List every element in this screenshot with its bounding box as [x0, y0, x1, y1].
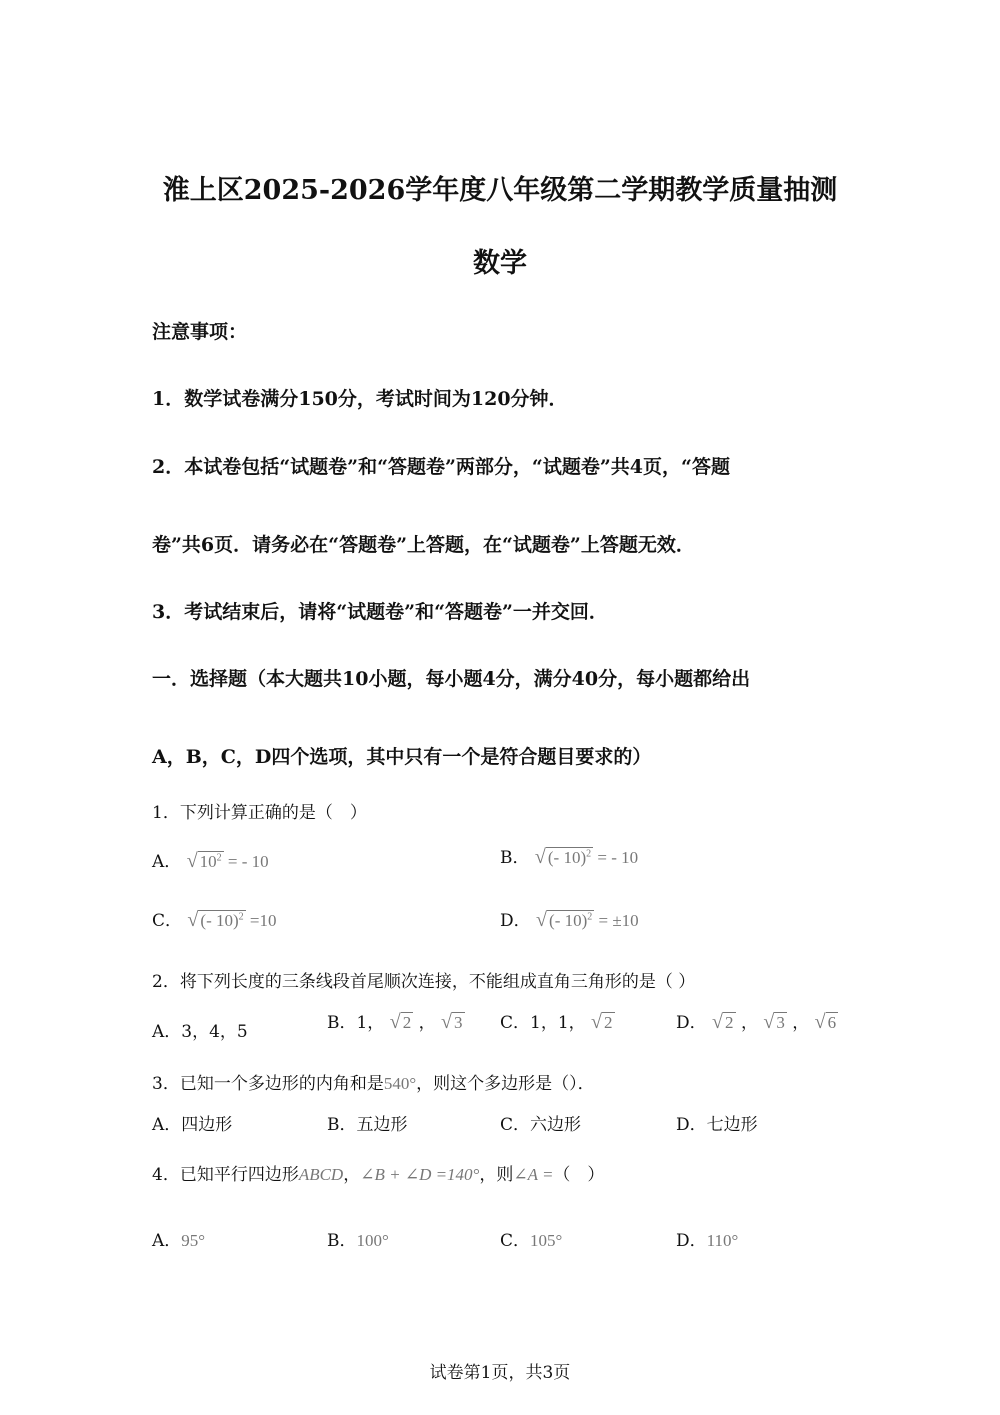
section-heading-b: A，B，C，D四个选项，其中只有一个是符合题目要求的） [152, 746, 652, 768]
q3-option-b: B．五边形 [327, 1115, 408, 1135]
question-2-stem: 2．将下列长度的三条线段首尾顺次连接，不能组成直角三角形的是（ ） [152, 972, 696, 992]
option-label: D． [500, 911, 531, 931]
math-expression: √ 2 [389, 1011, 412, 1033]
option-label: C． [500, 1231, 531, 1251]
notice-heading: 注意事项： [152, 321, 248, 343]
q4-option-a [152, 1226, 205, 1251]
q1-option-a [152, 847, 269, 873]
math-expression: √ 6 [814, 1011, 837, 1033]
math-expression: 110° [706, 1231, 739, 1250]
q1-option-d [500, 906, 639, 932]
q3-option-d: D．七边形 [676, 1115, 758, 1135]
math-expression: √ (- 10)$^2$ = ±10 [536, 909, 639, 931]
sqrt-symbol: √ (- 10)$^2$ [187, 909, 244, 931]
math-expression: 105° [530, 1231, 563, 1250]
option-label: A． [152, 852, 182, 872]
q4-option-c [500, 1226, 562, 1251]
q1-option-b [500, 843, 638, 869]
q1-option-c [152, 906, 276, 932]
option-label: C．1，1， [500, 1013, 586, 1033]
math-expression: √ (- 10)$^2$ =10 [187, 909, 277, 931]
question-4-stem: 4．已知平行四边形ABCD，∠B + ∠D =140°，则∠A =（ ） [152, 1165, 605, 1185]
math-expression: 95° [181, 1231, 206, 1250]
q4-option-d [676, 1226, 738, 1251]
option-label: A． [152, 1231, 182, 1251]
q2-option-a: A．3，4，5 [152, 1022, 248, 1042]
sqrt-symbol: √ (- 10)$^2$ [534, 846, 592, 868]
option-label: B． [500, 848, 530, 868]
question-3-stem: 3．已知一个多边形的内角和是540°，则这个多边形是（）． [152, 1074, 595, 1094]
math-expression: 540° [383, 1074, 417, 1093]
math-expression: √ (- 10)$^2$ = - 10 [534, 846, 639, 868]
q4-option-b [327, 1226, 389, 1251]
option-label: C． [152, 911, 183, 931]
notice-line-3: 3．考试结束后，请将“试题卷”和“答题卷”一并交回． [152, 601, 608, 623]
q2-option-d: D． √ 2 ， √ 3 ， √ 6 [676, 1011, 837, 1033]
math-expression: √ 3 [441, 1011, 463, 1033]
option-label: D． [676, 1231, 707, 1251]
sqrt-symbol: √ $10^2$ [186, 850, 222, 872]
page-footer: 试卷第1页，共3页 [429, 1363, 571, 1383]
exam-subject: 数学 [473, 248, 527, 279]
math-expression: 100° [356, 1231, 389, 1250]
math-expression: √ 2 [712, 1011, 734, 1033]
question-1-stem: 1．下列计算正确的是（ ） [152, 803, 367, 823]
q3-option-c: C．六边形 [500, 1115, 582, 1135]
option-label: D． [676, 1013, 707, 1033]
section-heading-a: 一．选择题（本大题共10小题，每小题4分，满分40分，每小题都给出 [152, 668, 751, 690]
notice-line-2b: 卷”共6页．请务必在“答题卷”上答题，在“试题卷”上答题无效． [152, 534, 695, 556]
option-label: B．1， [327, 1013, 385, 1033]
notice-line-1: 1．数学试卷满分150分，考试时间为120分钟． [152, 388, 568, 410]
q2-option-b: B．1， √ 2 ， √ 3 [327, 1011, 463, 1033]
exam-title: 淮上区2025-2026学年度八年级第二学期教学质量抽测 [162, 175, 838, 206]
option-label: B． [327, 1231, 357, 1251]
math-expression: √ $10^2$ = - 10 [186, 850, 269, 872]
sqrt-symbol: √ (- 10)$^2$ [536, 909, 593, 931]
math-expression: √ 3 [763, 1011, 785, 1033]
q3-option-a: A．四边形 [152, 1115, 233, 1135]
math-expression: √ 2 [591, 1011, 613, 1033]
math-expression: ∠B + ∠D =140° [360, 1165, 480, 1184]
q2-option-c [500, 1008, 615, 1034]
math-expression: ABCD [298, 1165, 344, 1184]
notice-line-2a: 2．本试卷包括“试题卷”和“答题卷”两部分，“试题卷”共4页，“答题 [152, 456, 730, 478]
math-expression: ∠A = [513, 1165, 554, 1184]
